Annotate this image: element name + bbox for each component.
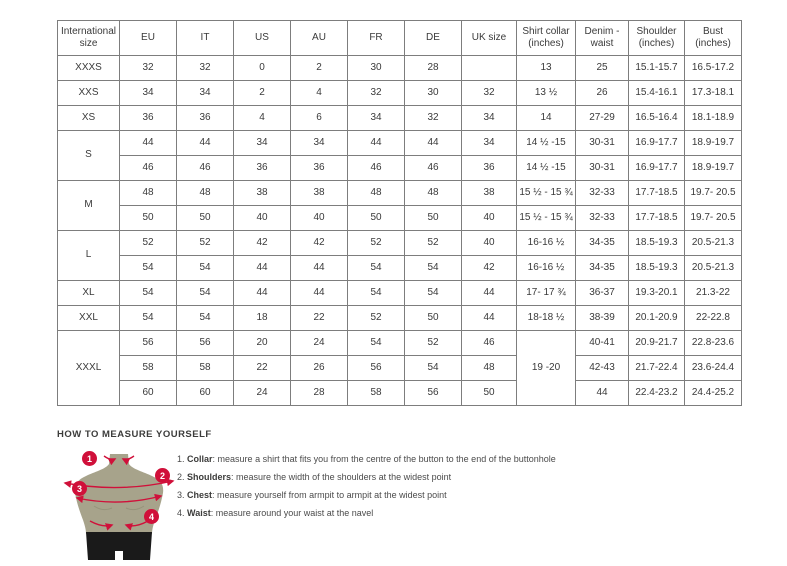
table-cell: 2 <box>291 56 348 81</box>
table-cell: 40 <box>462 231 517 256</box>
table-cell: 52 <box>405 331 462 356</box>
table-cell: 44 <box>576 381 629 406</box>
size-label: XXL <box>58 306 120 331</box>
size-chart-table <box>57 20 742 406</box>
size-label: L <box>58 231 120 281</box>
table-cell: 24 <box>291 331 348 356</box>
table-cell: 54 <box>405 256 462 281</box>
table-row <box>58 381 742 406</box>
table-cell: 34 <box>462 131 517 156</box>
table-row <box>58 231 742 256</box>
table-cell: 22-22.8 <box>685 306 742 331</box>
table-cell: 20.5-21.3 <box>685 256 742 281</box>
step-number: 2. <box>177 472 185 482</box>
table-cell: 32 <box>405 106 462 131</box>
table-cell: 58 <box>177 356 234 381</box>
table-cell: 18.1-18.9 <box>685 106 742 131</box>
table-cell: 32-33 <box>576 206 629 231</box>
step-description: : measure a shirt that fits you from the centre of the button to the end of the buttonhole <box>212 454 556 464</box>
table-cell: 34 <box>462 106 517 131</box>
table-cell: 30 <box>348 56 405 81</box>
table-cell: 28 <box>405 56 462 81</box>
table-cell: 28 <box>291 381 348 406</box>
step-label: Chest <box>187 490 213 500</box>
measure-step-chest <box>177 486 556 504</box>
table-cell: 14 ½ -15 <box>517 156 576 181</box>
table-row <box>58 106 742 131</box>
table-cell: 54 <box>405 356 462 381</box>
table-row <box>58 181 742 206</box>
column-header: Shoulder (inches) <box>629 21 685 56</box>
table-cell: 54 <box>177 306 234 331</box>
table-cell: 48 <box>177 181 234 206</box>
table-cell: 17.7-18.5 <box>629 181 685 206</box>
table-cell: 38 <box>291 181 348 206</box>
table-cell: 17.7-18.5 <box>629 206 685 231</box>
table-row <box>58 81 742 106</box>
table-cell: 21.3-22 <box>685 281 742 306</box>
table-cell: 4 <box>291 81 348 106</box>
measure-point-badge-chest: 3 <box>72 481 87 496</box>
table-cell: 36 <box>234 156 291 181</box>
table-cell: 0 <box>234 56 291 81</box>
table-cell: 36 <box>291 156 348 181</box>
column-header: Shirt collar (inches) <box>517 21 576 56</box>
table-cell: 34-35 <box>576 231 629 256</box>
column-header: AU <box>291 21 348 56</box>
table-cell: 36 <box>462 156 517 181</box>
table-row <box>58 356 742 381</box>
table-cell: 54 <box>405 281 462 306</box>
table-cell: 20 <box>234 331 291 356</box>
table-cell: 20.5-21.3 <box>685 231 742 256</box>
table-cell: 46 <box>120 156 177 181</box>
table-cell: 36 <box>177 106 234 131</box>
table-cell: 52 <box>405 231 462 256</box>
table-cell: 50 <box>405 206 462 231</box>
table-cell: 24 <box>234 381 291 406</box>
table-cell: 15 ½ - 15 ¾ <box>517 181 576 206</box>
table-cell: 27-29 <box>576 106 629 131</box>
how-to-measure-title: HOW TO MEASURE YOURSELF <box>57 429 212 440</box>
table-cell: 34 <box>120 81 177 106</box>
table-cell: 44 <box>291 256 348 281</box>
step-number: 1. <box>177 454 185 464</box>
table-cell: 38 <box>462 181 517 206</box>
table-cell: 46 <box>348 156 405 181</box>
table-cell: 50 <box>177 206 234 231</box>
table-cell: 54 <box>177 256 234 281</box>
table-cell: 22.4-23.2 <box>629 381 685 406</box>
table-cell: 54 <box>120 256 177 281</box>
column-header: DE <box>405 21 462 56</box>
table-cell: 44 <box>234 256 291 281</box>
table-cell: 46 <box>405 156 462 181</box>
size-label: XXXL <box>58 331 120 406</box>
table-cell: 22 <box>291 306 348 331</box>
step-description: : measure around your waist at the navel <box>210 508 374 518</box>
measure-step-shoulders <box>177 468 556 486</box>
table-cell: 32-33 <box>576 181 629 206</box>
table-cell: 36 <box>120 106 177 131</box>
table-cell: 36-37 <box>576 281 629 306</box>
column-header: EU <box>120 21 177 56</box>
table-row <box>58 206 742 231</box>
measure-instructions <box>177 450 556 522</box>
table-cell: 15.1-15.7 <box>629 56 685 81</box>
table-cell: 14 ½ -15 <box>517 131 576 156</box>
table-cell: 52 <box>120 231 177 256</box>
table-row <box>58 281 742 306</box>
table-cell: 30-31 <box>576 131 629 156</box>
table-cell: 56 <box>120 331 177 356</box>
table-cell: 48 <box>405 181 462 206</box>
table-cell: 18.9-19.7 <box>685 156 742 181</box>
table-cell: 20.1-20.9 <box>629 306 685 331</box>
table-cell: 16.5-17.2 <box>685 56 742 81</box>
table-cell: 16.5-16.4 <box>629 106 685 131</box>
table-row <box>58 256 742 281</box>
size-label: M <box>58 181 120 231</box>
table-cell: 34 <box>177 81 234 106</box>
measure-point-badge-shoulders: 2 <box>155 468 170 483</box>
table-cell: 32 <box>120 56 177 81</box>
table-cell: 17.3-18.1 <box>685 81 742 106</box>
table-cell: 40 <box>234 206 291 231</box>
table-row <box>58 156 742 181</box>
table-cell: 44 <box>120 131 177 156</box>
table-cell: 44 <box>405 131 462 156</box>
table-cell: 44 <box>462 306 517 331</box>
table-cell: 40-41 <box>576 331 629 356</box>
table-cell: 18.5-19.3 <box>629 256 685 281</box>
column-header: Bust (inches) <box>685 21 742 56</box>
table-cell: 13 <box>517 56 576 81</box>
table-cell: 17- 17 ¾ <box>517 281 576 306</box>
table-cell: 19 -20 <box>517 331 576 406</box>
table-row <box>58 306 742 331</box>
table-cell: 16.9-17.7 <box>629 131 685 156</box>
measure-step-collar <box>177 450 556 468</box>
measure-step-waist <box>177 504 556 522</box>
table-cell: 50 <box>462 381 517 406</box>
table-cell: 42 <box>291 231 348 256</box>
table-cell: 44 <box>291 281 348 306</box>
table-row <box>58 56 742 81</box>
table-cell: 19.3-20.1 <box>629 281 685 306</box>
table-cell: 42 <box>234 231 291 256</box>
table-row <box>58 331 742 356</box>
table-cell: 46 <box>462 331 517 356</box>
size-table-header <box>58 21 742 56</box>
table-cell: 54 <box>120 281 177 306</box>
column-header: US <box>234 21 291 56</box>
table-cell: 56 <box>177 331 234 356</box>
table-cell: 52 <box>177 231 234 256</box>
size-label: XL <box>58 281 120 306</box>
table-cell: 54 <box>348 331 405 356</box>
table-cell: 44 <box>177 131 234 156</box>
size-label: XXS <box>58 81 120 106</box>
table-cell: 46 <box>177 156 234 181</box>
table-cell: 50 <box>348 206 405 231</box>
table-cell: 60 <box>120 381 177 406</box>
table-cell: 21.7-22.4 <box>629 356 685 381</box>
table-cell: 38-39 <box>576 306 629 331</box>
table-cell: 18.5-19.3 <box>629 231 685 256</box>
table-cell: 22.8-23.6 <box>685 331 742 356</box>
table-cell: 32 <box>462 81 517 106</box>
column-header: FR <box>348 21 405 56</box>
table-cell: 44 <box>234 281 291 306</box>
table-cell: 20.9-21.7 <box>629 331 685 356</box>
measure-point-badge-waist: 4 <box>144 509 159 524</box>
table-cell: 23.6-24.4 <box>685 356 742 381</box>
header-row <box>58 21 742 56</box>
table-cell: 40 <box>462 206 517 231</box>
table-cell: 42 <box>462 256 517 281</box>
table-cell: 16-16 ½ <box>517 231 576 256</box>
step-label: Shoulders <box>187 472 232 482</box>
step-number: 3. <box>177 490 185 500</box>
table-cell: 34 <box>234 131 291 156</box>
table-cell: 56 <box>405 381 462 406</box>
table-cell: 13 ½ <box>517 81 576 106</box>
table-cell: 26 <box>291 356 348 381</box>
table-cell: 44 <box>348 131 405 156</box>
table-cell: 42-43 <box>576 356 629 381</box>
table-cell: 16.9-17.7 <box>629 156 685 181</box>
mannequin-shorts <box>86 532 152 560</box>
step-number: 4. <box>177 508 185 518</box>
table-cell: 4 <box>234 106 291 131</box>
size-table-body <box>58 56 742 406</box>
table-cell: 15 ½ - 15 ¾ <box>517 206 576 231</box>
table-cell <box>462 56 517 81</box>
table-cell: 60 <box>177 381 234 406</box>
table-cell: 48 <box>348 181 405 206</box>
size-label: S <box>58 131 120 181</box>
table-cell: 19.7- 20.5 <box>685 181 742 206</box>
table-cell: 18.9-19.7 <box>685 131 742 156</box>
table-cell: 24.4-25.2 <box>685 381 742 406</box>
table-cell: 52 <box>348 231 405 256</box>
table-cell: 25 <box>576 56 629 81</box>
column-header: International size <box>58 21 120 56</box>
table-cell: 54 <box>120 306 177 331</box>
table-cell: 48 <box>120 181 177 206</box>
table-cell: 30 <box>405 81 462 106</box>
table-cell: 26 <box>576 81 629 106</box>
table-cell: 18 <box>234 306 291 331</box>
table-cell: 50 <box>120 206 177 231</box>
table-cell: 32 <box>348 81 405 106</box>
table-cell: 30-31 <box>576 156 629 181</box>
table-cell: 18-18 ½ <box>517 306 576 331</box>
table-row <box>58 131 742 156</box>
table-cell: 58 <box>120 356 177 381</box>
table-cell: 44 <box>462 281 517 306</box>
table-cell: 34 <box>348 106 405 131</box>
table-cell: 32 <box>177 56 234 81</box>
table-cell: 22 <box>234 356 291 381</box>
table-cell: 2 <box>234 81 291 106</box>
table-cell: 34 <box>291 131 348 156</box>
table-cell: 16-16 ½ <box>517 256 576 281</box>
table-cell: 54 <box>177 281 234 306</box>
column-header: UK size <box>462 21 517 56</box>
table-cell: 6 <box>291 106 348 131</box>
table-cell: 34-35 <box>576 256 629 281</box>
table-cell: 19.7- 20.5 <box>685 206 742 231</box>
table-cell: 52 <box>348 306 405 331</box>
table-cell: 58 <box>348 381 405 406</box>
table-cell: 56 <box>348 356 405 381</box>
step-description: : measure the width of the shoulders at the widest point <box>231 472 452 482</box>
table-cell: 54 <box>348 281 405 306</box>
table-cell: 38 <box>234 181 291 206</box>
measure-point-badge-collar: 1 <box>82 451 97 466</box>
mannequin-figure <box>56 446 186 566</box>
step-label: Waist <box>187 508 211 518</box>
table-cell: 50 <box>405 306 462 331</box>
column-header: IT <box>177 21 234 56</box>
step-description: : measure yourself from armpit to armpit at the widest point <box>212 490 447 500</box>
table-cell: 54 <box>348 256 405 281</box>
step-label: Collar <box>187 454 213 464</box>
size-label: XXXS <box>58 56 120 81</box>
table-cell: 48 <box>462 356 517 381</box>
table-cell: 15.4-16.1 <box>629 81 685 106</box>
table-cell: 14 <box>517 106 576 131</box>
mannequin-illustration-icon <box>56 446 186 566</box>
size-label: XS <box>58 106 120 131</box>
table-cell: 40 <box>291 206 348 231</box>
column-header: Denim - waist <box>576 21 629 56</box>
